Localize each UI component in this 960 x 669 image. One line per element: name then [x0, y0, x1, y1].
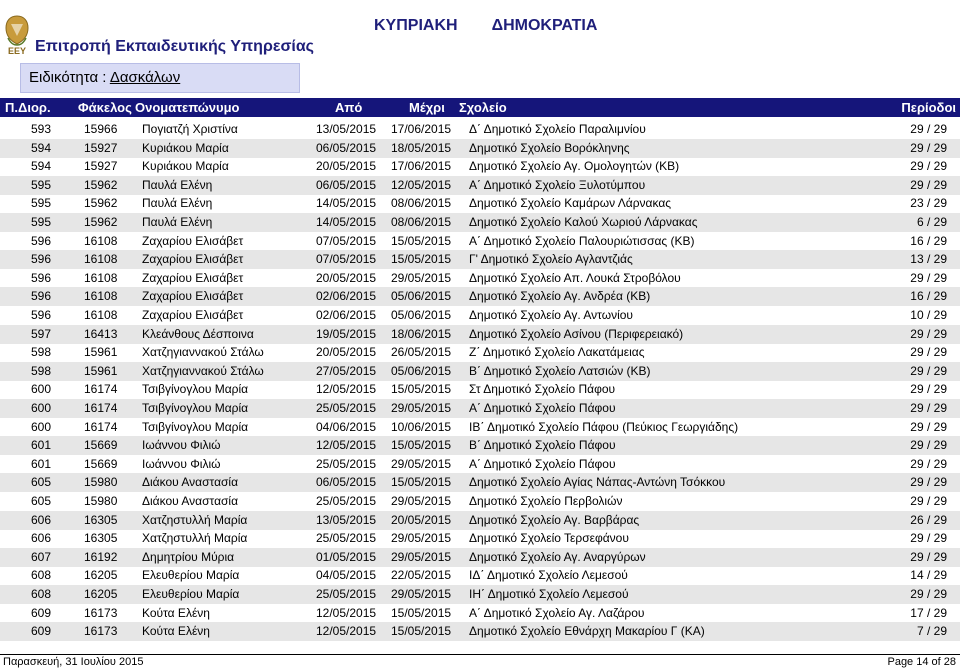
cell-to: 15/05/2015: [391, 475, 452, 490]
cell-to: 15/05/2015: [391, 605, 452, 620]
cell-school: Δημοτικό Σχολείο Απ. Λουκά Στροβόλου: [469, 270, 681, 285]
cell-to: 15/05/2015: [391, 252, 452, 267]
cell-school: Α΄ Δημοτικό Σχολείο Πάφου: [469, 456, 616, 471]
cell-file: 15927: [84, 140, 118, 155]
cell-pd: 600: [31, 382, 52, 397]
cell-file: 15927: [84, 159, 118, 174]
cell-school: Δημοτικό Σχολείο Τερσεφάνου: [469, 531, 629, 546]
cell-periods: 17 / 29: [910, 605, 947, 620]
cell-periods: 29 / 29: [910, 122, 947, 136]
cell-pd: 606: [31, 531, 52, 546]
cell-name: Πογιατζή Χριστίνα: [142, 122, 238, 136]
cell-pd: 600: [31, 419, 52, 434]
cell-pd: 595: [31, 215, 52, 229]
cell-from: 14/05/2015: [316, 215, 377, 229]
cell-name: Χατζηγιαννακού Στάλω: [142, 345, 264, 360]
cell-pd: 608: [31, 587, 52, 601]
cell-periods: 29 / 29: [910, 438, 947, 453]
table-row: [0, 511, 960, 530]
cell-to: 20/05/2015: [391, 512, 452, 527]
cell-periods: 29 / 29: [910, 549, 947, 564]
cell-to: 29/05/2015: [391, 401, 452, 415]
table-row: [0, 436, 960, 455]
table-row: [0, 325, 960, 344]
cell-file: 16192: [84, 549, 118, 564]
cell-school: Δημοτικό Σχολείο Αγ. Αναργύρων: [469, 549, 646, 564]
cell-to: 05/06/2015: [391, 363, 452, 378]
cell-school: ΙΔ΄ Δημοτικό Σχολείο Λεμεσού: [469, 568, 628, 583]
cell-file: 16305: [84, 512, 118, 527]
table-row: [0, 418, 960, 437]
specialty: [29, 69, 180, 86]
cell-file: 16108: [84, 270, 118, 285]
specialty-box: [20, 63, 300, 93]
table-row: [0, 548, 960, 567]
cell-periods: 29 / 29: [910, 270, 947, 285]
cell-school: Β΄ Δημοτικό Σχολείο Πάφου: [469, 438, 616, 453]
cell-from: 20/05/2015: [316, 159, 377, 174]
cell-school: Β΄ Δημοτικό Σχολείο Λατσιών (ΚΒ): [469, 363, 651, 378]
cell-school: Δημοτικό Σχολείο Αγ. Ομολογητών (ΚΒ): [469, 159, 680, 174]
republic-title-word1: ΚΥΠΡΙΑΚΗ: [374, 17, 458, 34]
cell-to: 05/06/2015: [391, 289, 452, 304]
table-row: [0, 380, 960, 399]
cell-periods: 29 / 29: [910, 419, 947, 434]
republic-title: [374, 17, 597, 35]
cell-file: 15962: [84, 215, 118, 229]
table-header: [0, 98, 960, 117]
coat-of-arms-icon: [2, 14, 32, 60]
cell-from: 12/05/2015: [316, 382, 377, 397]
cell-periods: 13 / 29: [910, 252, 947, 267]
cell-file: 15961: [84, 363, 118, 378]
cell-to: 10/06/2015: [391, 419, 452, 434]
cell-pd: 593: [31, 122, 52, 136]
column-header-school: Σχολείο: [459, 100, 507, 115]
table-row: [0, 362, 960, 381]
cell-from: 06/05/2015: [316, 475, 377, 490]
cell-school: Δημοτικό Σχολείο Καλού Χωριού Λάρνακας: [469, 215, 698, 229]
table-row: [0, 492, 960, 511]
cell-name: Κυριάκου Μαρία: [142, 140, 229, 155]
table-row: [0, 176, 960, 195]
cell-name: Κούτα Ελένη: [142, 605, 210, 620]
cell-from: 06/05/2015: [316, 140, 377, 155]
cell-name: Χατζηγιαννακού Στάλω: [142, 363, 264, 378]
table-row: [0, 399, 960, 418]
cell-pd: 595: [31, 177, 52, 192]
column-header-file: Φάκελος: [78, 100, 132, 115]
cell-name: Χατζηστυλλή Μαρία: [142, 512, 248, 527]
footer-date: Παρασκευή, 31 Ιουλίου 2015: [3, 656, 144, 668]
cell-periods: 16 / 29: [910, 289, 947, 304]
cell-pd: 601: [31, 438, 52, 453]
cell-file: 16174: [84, 419, 118, 434]
cell-from: 07/05/2015: [316, 233, 377, 248]
cell-periods: 29 / 29: [910, 363, 947, 378]
cell-to: 22/05/2015: [391, 568, 452, 583]
cell-to: 29/05/2015: [391, 456, 452, 471]
cell-periods: 29 / 29: [910, 531, 947, 546]
cell-file: 15669: [84, 456, 118, 471]
table-row: [0, 604, 960, 623]
cell-to: 17/06/2015: [391, 159, 452, 174]
cell-periods: 16 / 29: [910, 233, 947, 248]
cell-name: Κλεάνθους Δέσποινα: [142, 326, 254, 341]
cell-to: 29/05/2015: [391, 549, 452, 564]
cell-school: Δημοτικό Σχολείο Αγ. Ανδρέα (ΚΒ): [469, 289, 651, 304]
cell-from: 12/05/2015: [316, 624, 377, 639]
cell-to: 08/06/2015: [391, 215, 452, 229]
cell-from: 25/05/2015: [316, 587, 377, 601]
cell-periods: 29 / 29: [910, 382, 947, 397]
cell-school: Δημοτικό Σχολείο Καμάρων Λάρνακας: [469, 196, 672, 211]
cell-from: 20/05/2015: [316, 345, 377, 360]
cell-pd: 606: [31, 512, 52, 527]
cell-to: 29/05/2015: [391, 531, 452, 546]
cell-periods: 29 / 29: [910, 456, 947, 471]
cell-pd: 598: [31, 345, 52, 360]
cell-to: 18/05/2015: [391, 140, 452, 155]
cell-to: 26/05/2015: [391, 345, 452, 360]
cell-file: 16205: [84, 568, 118, 583]
cell-name: Τσιβγίνογλου Μαρία: [142, 382, 249, 397]
cell-from: 02/06/2015: [316, 308, 377, 322]
cell-name: Ιωάννου Φιλιώ: [142, 456, 221, 471]
cell-school: Α΄ Δημοτικό Σχολείο Πάφου: [469, 401, 616, 415]
cell-pd: 609: [31, 624, 52, 639]
cell-periods: 29 / 29: [910, 159, 947, 174]
cell-to: 17/06/2015: [391, 122, 452, 136]
cell-from: 25/05/2015: [316, 531, 377, 546]
table-row: [0, 269, 960, 288]
cell-pd: 598: [31, 363, 52, 378]
cell-school: Δημοτικό Σχολείο Αγίας Νάπας-Αντώνη Τσόκκου: [469, 475, 726, 490]
emblem-text: ΕΕΥ: [7, 46, 26, 56]
table-row: [0, 139, 960, 158]
cell-file: 15980: [84, 494, 118, 508]
cell-school: Ζ΄ Δημοτικό Σχολείο Λακατάμειας: [469, 345, 645, 360]
cell-pd: 595: [31, 196, 52, 211]
column-header-periods: Περίοδοι: [901, 100, 956, 115]
cell-pd: 607: [31, 549, 52, 564]
cell-school: Α΄ Δημοτικό Σχολείο Ξυλοτύμπου: [469, 177, 646, 192]
cell-from: 13/05/2015: [316, 122, 377, 136]
column-header-name: Ονοματεπώνυμο: [135, 100, 240, 115]
cell-name: Ζαχαρίου Ελισάβετ: [142, 233, 244, 248]
cell-name: Ελευθερίου Μαρία: [142, 587, 240, 601]
cell-from: 19/05/2015: [316, 326, 377, 341]
cell-name: Παυλά Ελένη: [142, 196, 213, 211]
cell-name: Δημητρίου Μύρια: [142, 549, 235, 564]
cell-school: Στ Δημοτικό Σχολείο Πάφου: [469, 382, 616, 397]
footer-divider: [0, 654, 960, 655]
table-row: [0, 455, 960, 474]
specialty-value: Δασκάλων: [109, 69, 181, 86]
cell-name: Ζαχαρίου Ελισάβετ: [142, 270, 244, 285]
table-row: [0, 287, 960, 306]
cell-file: 16173: [84, 624, 118, 639]
cell-from: 14/05/2015: [316, 196, 377, 211]
cell-pd: 605: [31, 494, 52, 508]
cell-name: Ζαχαρίου Ελισάβετ: [142, 289, 244, 304]
cell-pd: 594: [31, 159, 52, 174]
cell-name: Ιωάννου Φιλιώ: [142, 438, 221, 453]
cell-name: Χατζηστυλλή Μαρία: [142, 531, 248, 546]
cell-periods: 29 / 29: [910, 494, 947, 508]
cell-to: 29/05/2015: [391, 587, 452, 601]
cell-name: Ζαχαρίου Ελισάβετ: [142, 252, 244, 267]
cell-periods: 10 / 29: [910, 308, 947, 322]
table-row: [0, 622, 960, 641]
cell-to: 15/05/2015: [391, 438, 452, 453]
cell-file: 16108: [84, 308, 118, 322]
cell-name: Διάκου Αναστασία: [142, 475, 239, 490]
cell-school: Α΄ Δημοτικό Σχολείο Παλουριώτισσας (ΚΒ): [469, 233, 695, 248]
cell-file: 16205: [84, 587, 118, 601]
table-row: [0, 585, 960, 604]
cell-to: 05/06/2015: [391, 308, 452, 322]
cell-from: 12/05/2015: [316, 605, 377, 620]
cell-file: 15961: [84, 345, 118, 360]
cell-name: Διάκου Αναστασία: [142, 494, 239, 508]
cell-to: 12/05/2015: [391, 177, 452, 192]
cell-to: 15/05/2015: [391, 382, 452, 397]
cell-file: 15962: [84, 177, 118, 192]
column-header-from: Από: [335, 100, 363, 115]
cell-periods: 29 / 29: [910, 326, 947, 341]
cell-periods: 29 / 29: [910, 177, 947, 192]
column-header-pd: Π.Διορ.: [5, 100, 51, 115]
cell-pd: 596: [31, 308, 52, 322]
cell-file: 16305: [84, 531, 118, 546]
cell-from: 04/06/2015: [316, 419, 377, 434]
cell-periods: 29 / 29: [910, 345, 947, 360]
cell-to: 15/05/2015: [391, 233, 452, 248]
cell-name: Τσιβγίνογλου Μαρία: [142, 419, 249, 434]
cell-school: Δημοτικό Σχολείο Αγ. Βαρβάρας: [469, 512, 640, 527]
cell-periods: 6 / 29: [916, 215, 947, 229]
cell-periods: 29 / 29: [910, 140, 947, 155]
cell-file: 16108: [84, 289, 118, 304]
table-row: [0, 473, 960, 492]
cell-file: 15669: [84, 438, 118, 453]
cell-name: Κούτα Ελένη: [142, 624, 210, 639]
cell-from: 04/05/2015: [316, 568, 377, 583]
cell-from: 25/05/2015: [316, 456, 377, 471]
table-row: [0, 120, 960, 139]
cell-name: Ζαχαρίου Ελισάβετ: [142, 308, 244, 322]
table-row: [0, 529, 960, 548]
cell-from: 25/05/2015: [316, 494, 377, 508]
table-row: [0, 343, 960, 362]
cell-name: Παυλά Ελένη: [142, 215, 213, 229]
cell-file: 15966: [84, 122, 118, 136]
cell-school: ΙΗ΄ Δημοτικό Σχολείο Λεμεσού: [469, 587, 629, 601]
cell-from: 02/06/2015: [316, 289, 377, 304]
organization-title: Επιτροπή Εκπαιδευτικής Υπηρεσίας: [35, 38, 314, 55]
cell-school: Α΄ Δημοτικό Σχολείο Αγ. Λαζάρου: [469, 605, 645, 620]
cell-to: 18/06/2015: [391, 326, 452, 341]
cell-pd: 594: [31, 140, 52, 155]
specialty-label: Ειδικότητα :: [29, 69, 107, 86]
cell-name: Τσιβγίνογλου Μαρία: [142, 401, 249, 415]
cell-periods: 7 / 29: [916, 624, 947, 639]
cell-school: Δημοτικό Σχολείο Βορόκληνης: [469, 140, 630, 155]
cell-pd: 597: [31, 326, 52, 341]
cell-from: 27/05/2015: [316, 363, 377, 378]
cell-pd: 601: [31, 456, 52, 471]
cell-from: 20/05/2015: [316, 270, 377, 285]
cell-file: 16108: [84, 252, 118, 267]
cell-pd: 600: [31, 401, 52, 415]
cell-file: 16174: [84, 401, 118, 415]
cell-school: Δ΄ Δημοτικό Σχολείο Παραλιμνίου: [469, 122, 646, 136]
cell-periods: 14 / 29: [910, 568, 947, 583]
cell-periods: 29 / 29: [910, 401, 947, 415]
cell-file: 16108: [84, 233, 118, 248]
table-row: [0, 194, 960, 213]
cell-to: 15/05/2015: [391, 624, 452, 639]
table-row: [0, 232, 960, 251]
footer-page-number: Page 14 of 28: [887, 656, 956, 668]
cell-file: 16174: [84, 382, 118, 397]
cell-school: ΙΒ΄ Δημοτικό Σχολείο Πάφου (Πεύκιος Γεωργιάδης): [469, 419, 739, 434]
cell-name: Ελευθερίου Μαρία: [142, 568, 240, 583]
cell-pd: 596: [31, 233, 52, 248]
cell-from: 01/05/2015: [316, 549, 377, 564]
cell-file: 16173: [84, 605, 118, 620]
table-row: [0, 566, 960, 585]
cell-periods: 26 / 29: [910, 512, 947, 527]
cell-to: 29/05/2015: [391, 494, 452, 508]
cell-to: 08/06/2015: [391, 196, 452, 211]
cell-pd: 596: [31, 252, 52, 267]
cell-pd: 609: [31, 605, 52, 620]
cell-name: Κυριάκου Μαρία: [142, 159, 229, 174]
cell-periods: 29 / 29: [910, 475, 947, 490]
cell-school: Γ' Δημοτικό Σχολείο Αγλαντζιάς: [469, 252, 633, 267]
cell-from: 12/05/2015: [316, 438, 377, 453]
cell-from: 07/05/2015: [316, 252, 377, 267]
cell-from: 13/05/2015: [316, 512, 377, 527]
cell-pd: 596: [31, 289, 52, 304]
cell-file: 15962: [84, 196, 118, 211]
cell-pd: 596: [31, 270, 52, 285]
cell-file: 16413: [84, 326, 118, 341]
republic-title-word2: ΔΗΜΟΚΡΑΤΙΑ: [491, 17, 598, 34]
cell-periods: 23 / 29: [910, 196, 947, 211]
cell-school: Δημοτικό Σχολείο Ασίνου (Περιφερειακό): [469, 326, 684, 341]
cell-from: 06/05/2015: [316, 177, 377, 192]
table-row: [0, 157, 960, 176]
column-header-to: Μέχρι: [409, 100, 445, 115]
cell-name: Παυλά Ελένη: [142, 177, 213, 192]
cell-file: 15980: [84, 475, 118, 490]
cell-pd: 608: [31, 568, 52, 583]
table-row: [0, 306, 960, 325]
cell-from: 25/05/2015: [316, 401, 377, 415]
cell-periods: 29 / 29: [910, 587, 947, 601]
cell-school: Δημοτικό Σχολείο Εθνάρχη Μακαρίου Γ (ΚΑ): [469, 624, 705, 639]
cell-to: 29/05/2015: [391, 270, 452, 285]
table-row: [0, 213, 960, 232]
cell-school: Δημοτικό Σχολείο Περβολιών: [469, 494, 623, 508]
table-row: [0, 250, 960, 269]
cell-pd: 605: [31, 475, 52, 490]
cell-school: Δημοτικό Σχολείο Αγ. Αντωνίου: [469, 308, 633, 322]
